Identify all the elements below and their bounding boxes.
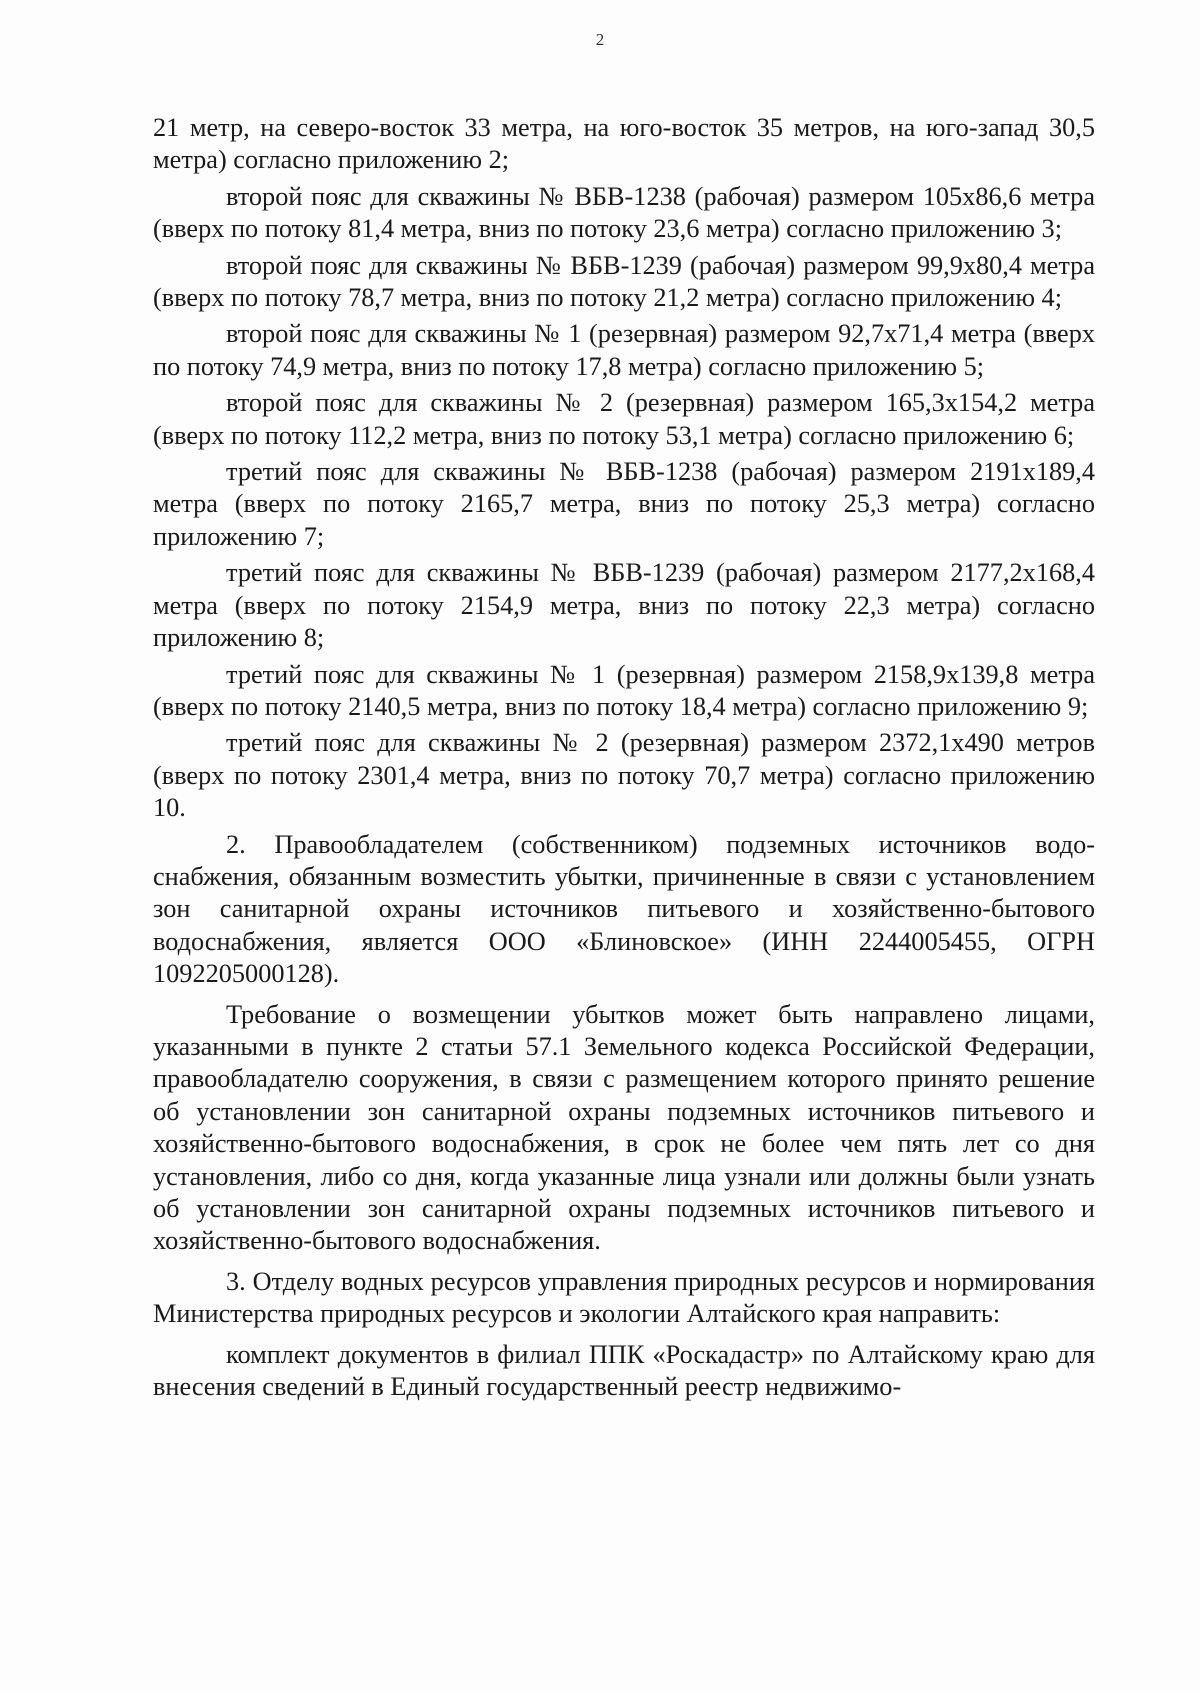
- paragraph-second-belt-well-2: второй пояс для скважины № 2 (резервная) размером 165,3х154,2 метра (вверх по потоку 112,2 метра, вниз по потоку 53,1 метра) согласно приложению 6;: [153, 388, 1095, 450]
- paragraph-third-belt-well-1: третий пояс для скважины № 1 (резервная) размером 2158,9х139,8 метра (вверх по потоку 2140,5 метра, вниз по потоку 18,4 метра) согласно приложению 9;: [153, 659, 1095, 721]
- paragraph-zone-1-continuation: 21 метр, на северо-восток 33 метра, на юго-восток 35 метров, на юго-запад 30,5 метра) согласно приложению 2;: [153, 113, 1095, 175]
- paragraph-documents-rosreestr: комплект документов в филиал ППК «Роскадастр» по Алтайскому краю для внесения сведений в Единый государственный реестр недвижимо-: [153, 1339, 1095, 1402]
- paragraph-item-2-rightholder: 2. Правообладателем (собственником) подземных источников водоснабжения, обязанным возместить убытки, причиненные в связи с установлением зон санитарной охраны источников питьевого и хозяйственно-бытового водоснабжения, является ООО «Блиновское» (ИНН 2244005455, ОГРН 1092205000128).: [153, 829, 1095, 989]
- paragraph-second-belt-vbv-1239: второй пояс для скважины № ВБВ-1239 (рабочая) размером 99,9х80,4 метра (вверх по потоку 78,7 метра, вниз по потоку 21,2 метра) согласно приложению 4;: [153, 250, 1095, 313]
- paragraph-second-belt-vbv-1238: второй пояс для скважины № ВБВ-1238 (рабочая) размером 105х86,6 метра (вверх по потоку 81,4 метра, вниз по потоку 23,6 метра) согласно приложению 3;: [153, 181, 1095, 244]
- document-body: [153, 112, 1095, 1407]
- paragraph-item-3-water-dept: 3. Отделу водных ресурсов управления природных ресурсов и нормирования Министерства природных ресурсов и экологии Алтайского края направить:: [153, 1266, 1095, 1329]
- page-number: 2: [595, 30, 605, 49]
- paragraph-compensation-claim: Требование о возмещении убытков может быть направлено лицами, указанными в пункте 2 статьи 57.1 Земельного кодекса Российской Федерации, правообладателю сооружения, в связи с размещением которого принято решение об установлении зон санитарной охраны подземных источников питьевого и хозяйственно-бытового водоснабжения, в срок не более чем пять лет со дня установления, либо со дня, когда указанные лица узнали или должны были узнать об установлении зон санитарной охраны подземных источников питьевого и хозяйственно-бытового водоснабжения.: [153, 999, 1095, 1256]
- paragraph-third-belt-vbv-1239: третий пояс для скважины № ВБВ-1239 (рабочая) размером 2177,2х168,4 метра (вверх по потоку 2154,9 метра, вниз по потоку 22,3 метра) согласно приложению 8;: [153, 558, 1095, 653]
- paragraph-second-belt-well-1: второй пояс для скважины № 1 (резервная) размером 92,7х71,4 метра (вверх по потоку 74,9 метра, вниз по потоку 17,8 метра) согласно приложению 5;: [153, 319, 1095, 381]
- paragraph-third-belt-well-2: третий пояс для скважины № 2 (резервная) размером 2372,1х490 метров (вверх по потоку 2301,4 метра, вниз по потоку 70,7 метра) согласно приложению 10.: [153, 728, 1095, 823]
- paragraph-third-belt-vbv-1238: третий пояс для скважины № ВБВ-1238 (рабочая) размером 2191х189,4 метра (вверх по потоку 2165,7 метра, вниз по потоку 25,3 метра) согласно приложению 7;: [153, 457, 1095, 551]
